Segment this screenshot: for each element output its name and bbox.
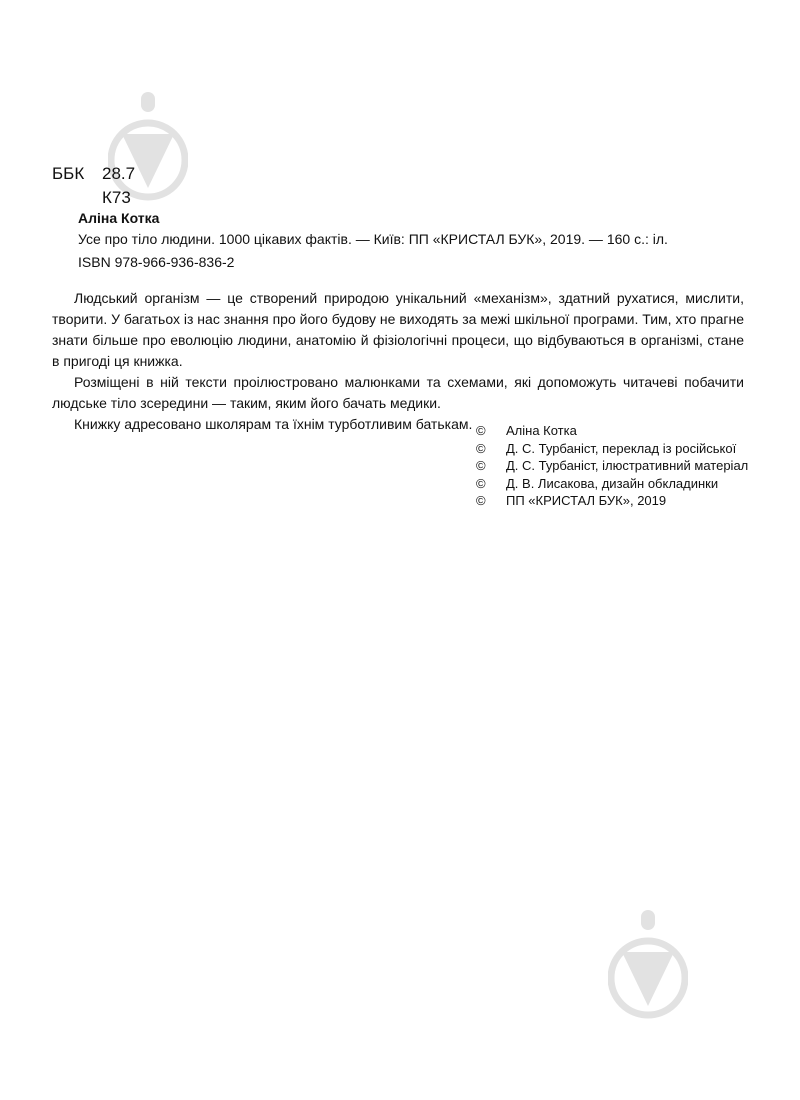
bibliographic-description: Усе про тіло людини. 1000 цікавих фактів. — Київ: ПП «КРИСТАЛ БУК», 2019. — 160 с.: іл.	[78, 231, 668, 247]
watermark-logo-icon	[608, 910, 688, 1028]
copyright-line	[476, 475, 748, 493]
bbk-code: 28.7	[102, 164, 136, 183]
copyright-text: ПП «КРИСТАЛ БУК», 2019	[506, 493, 667, 508]
copyright-sign: ©	[476, 423, 486, 438]
copyright-sign: ©	[476, 440, 486, 456]
copyright-sign: ©	[476, 458, 486, 473]
copyright-line	[476, 492, 748, 510]
annotation-paragraph: Людський організм — це створений природою унікальний «механізм», здатний рухатися, мислити, творити. У багатьох із нас знання про його будову не виходять за межі шкільної програми. Тим, хто прагне знати більше про еволюцію людини, анатомію й фізіологічні процеси, що відбуваються в організмі, стане в пригоді ця книжка.	[52, 290, 744, 369]
copyright-text: Д. С. Турбаніст, ілюстративний матеріал	[506, 458, 749, 473]
copyright-line	[476, 422, 748, 440]
copyright-text: Д. В. Лисакова, дизайн обкладинки	[506, 475, 719, 491]
author-name: Аліна Котка	[78, 210, 160, 226]
annotation	[52, 288, 744, 435]
bbk-label: ББК	[52, 164, 85, 183]
copyright-text: Аліна Котка	[506, 423, 577, 438]
copyright-text: Д. С. Турбаніст, переклад із російської	[506, 440, 737, 456]
isbn: ISBN 978-966-936-836-2	[78, 254, 235, 270]
author-sign: К73	[102, 188, 131, 207]
copyright-line	[476, 457, 748, 475]
annotation-paragraph: Книжку адресовано школярам та їхнім турботливим батькам.	[74, 416, 473, 432]
annotation-paragraph: Розміщені в ній тексти проілюстровано малюнками та схемами, які допоможуть читачеві побачити людське тіло зсередини — таким, яким його бачать медики.	[52, 374, 744, 411]
copyright-sign: ©	[476, 493, 486, 508]
copyright-block	[476, 422, 748, 510]
copyright-line	[476, 440, 748, 458]
copyright-sign: ©	[476, 475, 486, 491]
